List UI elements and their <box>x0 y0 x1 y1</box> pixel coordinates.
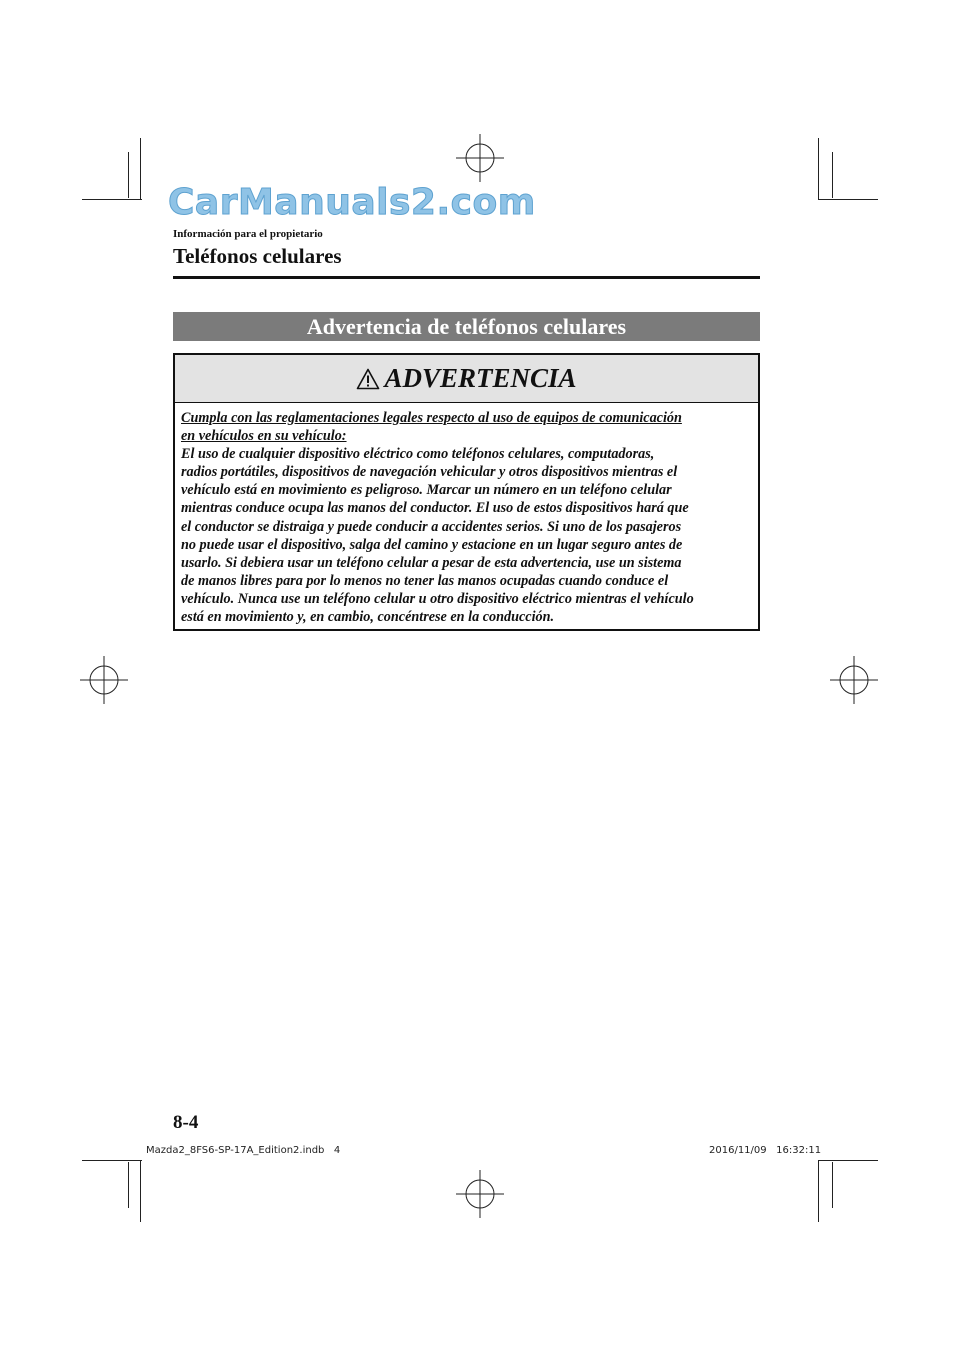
registration-mark-icon <box>456 1170 504 1218</box>
warning-body-line: de manos libres para por lo menos no tener las manos ocupadas cuando conduce el <box>181 572 669 589</box>
warning-body-line: vehículo. Nunca use un teléfono celular u otro dispositivo eléctrico mientras el vehículo <box>181 590 694 607</box>
warning-text <box>175 403 758 626</box>
warning-body-line: mientras conduce ocupa las manos del conductor. El uso de estos dispositivos hará que <box>181 500 689 517</box>
crop-mark <box>82 199 142 200</box>
crop-mark <box>128 1162 129 1208</box>
crop-mark <box>128 152 129 198</box>
footer-timestamp: 2016/11/09 16:32:11 <box>709 1145 822 1156</box>
warning-body-line: el conductor se distraiga y puede conducir a accidentes serios. Si uno de los pasajeros <box>181 518 682 535</box>
crop-mark <box>140 138 141 200</box>
warning-body-line: está en movimiento y, en cambio, concéntrese en la conducción. <box>181 609 555 626</box>
warning-body-line: radios portátiles, dispositivos de navegación vehicular y otros dispositivos mientras el <box>181 464 678 481</box>
crop-mark <box>818 138 819 200</box>
footer-file-info: Mazda2_8FS6-SP-17A_Edition2.indb 4 <box>146 1145 341 1156</box>
warning-body-line: usarlo. Si debiera usar un teléfono celular a pesar de esta advertencia, use un sistema <box>181 554 682 571</box>
crop-mark <box>818 199 878 200</box>
warning-body-line: vehículo está en movimiento es peligroso. Marcar un número en un teléfono celular <box>181 482 672 499</box>
crop-mark <box>832 1162 833 1208</box>
crop-mark <box>818 1160 878 1161</box>
watermark-logo: CarManuals2.com <box>168 182 536 223</box>
registration-mark-icon <box>830 656 878 704</box>
warning-triangle-icon <box>356 368 380 390</box>
crop-mark <box>82 1160 142 1161</box>
crop-mark <box>140 1160 141 1222</box>
warning-header <box>175 355 758 403</box>
registration-mark-icon <box>80 656 128 704</box>
chapter-title: Teléfonos celulares <box>173 244 342 268</box>
warning-heading-line: en vehículos en su vehículo: <box>181 428 347 445</box>
chapter-divider <box>173 276 760 279</box>
warning-body-line: no puede usar el dispositivo, salga del camino y estacione en un lugar seguro antes de <box>181 536 683 553</box>
warning-title: ADVERTENCIA <box>384 363 577 393</box>
registration-mark-icon <box>456 134 504 182</box>
crop-mark <box>818 1160 819 1222</box>
crop-mark <box>832 152 833 198</box>
page-number: 8-4 <box>173 1112 199 1133</box>
warning-box <box>173 353 760 631</box>
section-label: Información para el propietario <box>173 228 323 240</box>
section-banner: Advertencia de teléfonos celulares <box>173 312 760 341</box>
warning-body-line: El uso de cualquier dispositivo eléctrico como teléfonos celulares, computadoras, <box>181 446 655 463</box>
warning-heading-line: Cumpla con las reglamentaciones legales respecto al uso de equipos de comunicación <box>181 410 682 426</box>
